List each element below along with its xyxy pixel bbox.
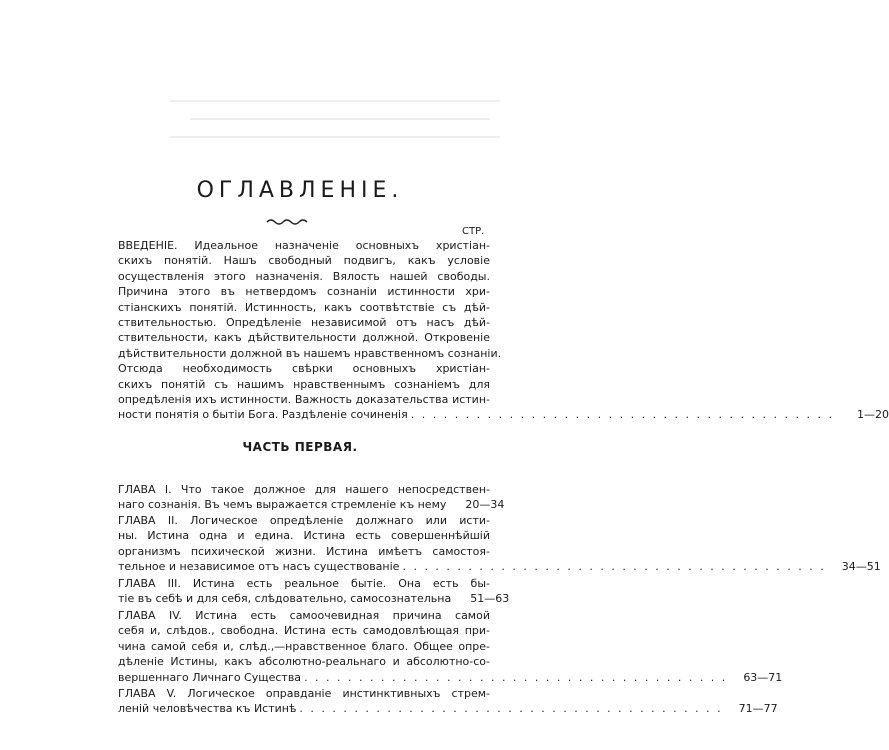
page-range: 1—20 <box>856 408 889 422</box>
toc-entry-text: тiе въ себѣ и для себя, слѣдовательно, самосознательна <box>118 592 452 606</box>
toc-entry-last-line <box>118 670 783 685</box>
toc-entry-line: ГЛАВА III. Истина есть реальное бытiе. Она есть бы- <box>118 577 490 590</box>
toc-entry-line: себя и, слѣдов., свободна. Истина есть самодовлѣющая при- <box>118 624 490 638</box>
toc-entry-line: стiанскихъ понятiй. Истинность, какъ соотвѣтствiе съ дѣй- <box>118 300 490 314</box>
leader-dots: . . . . . . . . . . . . . . . . . . . . . . . . . . . . . . . . . . . . . . . <box>304 670 728 684</box>
toc-entry-line: ны. Истина одна и едина. Истина есть совершеннѣйшiй <box>118 529 490 543</box>
toc-entry-line: ВВЕДЕНIЕ. Идеальное назначенiе основныхъ христiан- <box>118 239 490 252</box>
toc-entry-line: дѣленiе Истины, какъ абсолютно-реальнаго и абсолютно-со- <box>118 655 490 669</box>
page-range: 34—51 <box>841 560 881 574</box>
toc-entry-line: дѣйствительности должной въ нашемъ нравственномъ сознанiи. <box>118 346 502 360</box>
bleed-through-line <box>170 100 500 102</box>
toc-entry-line: организмъ психической жизни. Истина имѣетъ самостоя- <box>118 544 490 558</box>
toc-entry-line: скихъ понятiй. Нашъ свободный подвигъ, какъ условiе <box>118 254 490 268</box>
leader-dots: . . . . . . . . . . . . . . . . . . . . . . . . . . . . . . . . . . . . . . . <box>299 702 723 716</box>
toc-entry-line: ГЛАВА I. Что такое должное для нашего непосредствен- <box>118 483 490 496</box>
bleed-through-line <box>190 118 490 120</box>
toc-entry-line: скихъ понятiй съ нашимъ нравственнымъ сознанiемъ для <box>118 377 490 391</box>
part-heading: ЧАСТЬ ПЕРВАЯ. <box>242 440 358 454</box>
page-range: 20—34 <box>465 498 505 512</box>
toc-entry-text: наго сознанiя. Въ чемъ выражается стремленiе къ нему <box>118 498 447 512</box>
toc-entry-last-line <box>118 591 510 606</box>
toc-entry-line: Причина этого въ нетвердомъ сознанiи истинности хри- <box>118 285 490 299</box>
toc-entry-line: ствительностью. Опредѣленiе независимой отъ насъ дѣй- <box>118 316 490 330</box>
page-range: 51—63 <box>470 592 510 606</box>
toc-entry-text: ленiй человѣчества къ Истинѣ <box>118 702 297 716</box>
page-title: ОГЛАВЛЕНIЕ. <box>196 178 404 203</box>
flourish-ornament <box>265 217 309 227</box>
toc-entry-text: ности понятiя о бытiи Бога. Раздѣленiе сочиненiя <box>118 408 408 422</box>
leader-dots: . . . . . . . . . . . . . . . . . . . . . . . . . . . . . . . . . . . . . . . <box>410 408 834 422</box>
toc-entry-line: ГЛАВА IV. Истина есть самоочевидная причина самой <box>118 609 490 622</box>
toc-entry-text: вершеннаго Личнаго Существа <box>118 670 302 684</box>
toc-entry <box>118 686 778 717</box>
toc-entry-line: Отсюда необходимость свѣрки основныхъ христiан- <box>118 362 490 376</box>
page-column-label: СТР. <box>462 226 485 237</box>
toc-entry-line: ГЛАВА II. Логическое опредѣленiе должнаго или исти- <box>118 514 490 527</box>
toc-entry-text: тельное и независимое отъ насъ существованiе <box>118 560 400 574</box>
toc-entry-line: ГЛАВА V. Логическое оправданiе инстинктивныхъ стрем- <box>118 687 490 700</box>
toc-entry <box>118 608 783 685</box>
toc-entry-line: опредѣленiя ихъ истинности. Важность доказательства истин- <box>118 393 490 407</box>
toc-entry-last-line <box>118 559 881 574</box>
toc-entry <box>118 482 505 513</box>
toc-entry-line: ствительности, какъ дѣйствительности должной. Откровенiе <box>118 331 490 345</box>
toc-entry-line: осуществленiя этого назначенiя. Вялость нашей свободы. <box>118 269 490 283</box>
toc-entry-line: чина самой себя и, слѣд.,—нравственное благо. Общее опре- <box>118 639 490 653</box>
leader-dots: . . . . . . . . . . . . . . . . . . . . . . . . . . . . . . . . . . . . . . . <box>402 560 826 574</box>
page-range: 63—71 <box>743 670 783 684</box>
toc-entry <box>118 513 881 575</box>
toc-entry <box>118 576 510 607</box>
toc-entry <box>118 238 889 423</box>
toc-entry-last-line <box>118 407 889 422</box>
bleed-through-line <box>170 136 500 138</box>
toc-entry-last-line <box>118 701 778 716</box>
page-range: 71—77 <box>738 702 778 716</box>
toc-entry-last-line <box>118 497 505 512</box>
